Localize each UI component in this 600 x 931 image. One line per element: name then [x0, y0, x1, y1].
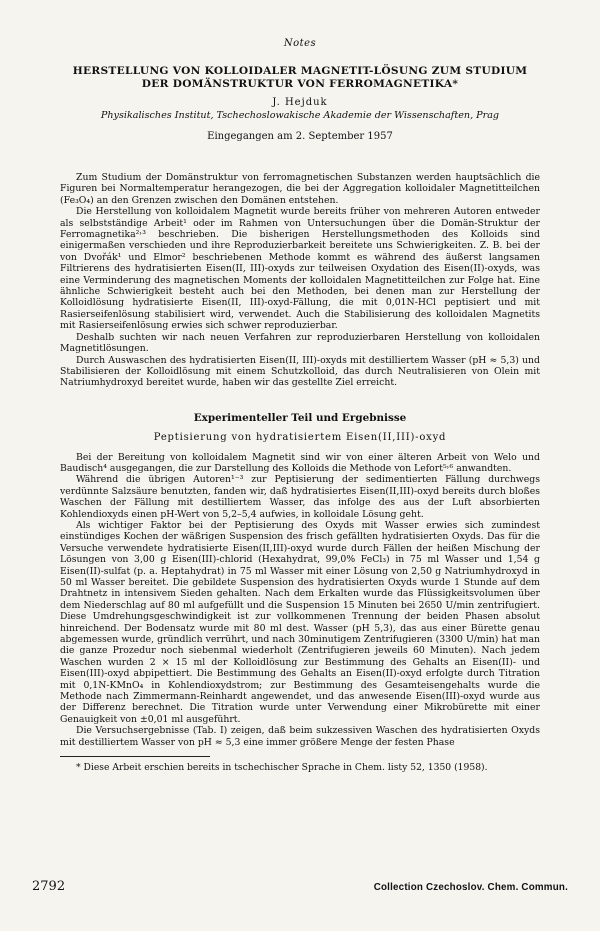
article-body — [60, 172, 540, 773]
page-number: 2792 — [32, 879, 66, 894]
paragraph: Als wichtiger Faktor bei der Peptisierung des Oxyds mit Wasser erwies sich zumindest einstündiges Kochen der wäßrigen Suspension des frisch gefällten hydratisierten Oxyds. Das für die Versuche verwendete hydratisierte Eisen(II,III)-oxyd wurde durch Fällen der heißen Mischung der Lösungen von 3,00 g Eisen(III)-chlorid (Hexahydrat, 99,0% FeCl₃) in 75 ml Wasser und 1,54 g Eisen(II)-sulfat (p. a. Heptahydrat) in 75 ml Wasser mit einer Lösung von 2,50 g Natriumhydroxyd in 50 ml Wasser bereitet. Die gebildete Suspension des hydratisierten Oxyds wurde 1 Stunde auf dem Drahtnetz in intensivem Sieden gehalten. Nach dem Erkalten wurde das Flüssigkeitsvolumen über dem Niederschlag auf 80 ml aufgefüllt und die Suspension 15 Minuten bei 2650 U/min zentrifugiert. Diese Umdrehungsgeschwindigkeit ist zur vollkommenen Trennung der beiden Phasen absolut hinreichend. Der Bodensatz wurde mit 80 ml dest. Wasser (pH 5,3), das aus einer Bürette genau abgemessen wurde, gründlich verrührt, und nach 30minutigem Zentrifugieren (3300 U/min) hat man die ganze Prozedur noch siebenmal wiederholt (Zentrifugieren jeweils 60 Minuten). Nach jedem Waschen wurden 2 × 15 ml der Kolloidlösung zur Bestimmung des Gehalts an Eisen(II)- und Eisen(III)-oxyd abpipettiert. Die Bestimmung des Gehalts an Eisen(II)-oxyd erfolgte durch Titration mit 0,1N-KMnO₄ in Kohlendioxydstrom; zur Bestimmung des Gesamteisengehalts wurde die Methode nach Zimmermann-Reinhardt angewendet, und das anwesende Eisen(III)-oxyd wurde aus der Differenz berechnet. Die Titration wurde unter Verwendung einer Mikrobürette mit einer Genauigkeit von ±0,01 ml ausgeführt. — [60, 519, 540, 725]
article-title — [60, 65, 540, 91]
journal-name: Collection Czechoslov. Chem. Commun. — [373, 882, 568, 893]
paragraph: Deshalb suchten wir nach neuen Verfahren zur reproduzierbaren Herstellung von kolloidalen Magnetitlösungen. — [60, 331, 540, 355]
section-heading: Experimenteller Teil und Ergebnisse — [193, 411, 407, 424]
paragraph: Bei der Bereitung von kolloidalem Magnetit sind wir von einer älteren Arbeit von Welo und Baudisch⁴ ausgegangen, die zur Darstellung des Kolloids die Methode von Lefort⁵˒⁶ anwandten. — [60, 451, 540, 474]
author: J. Hejduk — [272, 97, 328, 108]
paragraph: Die Versuchsergebnisse (Tab. I) zeigen, daß beim sukzessiven Waschen des hydratisierten Oxyds mit destilliertem Wasser von pH ≈ 5,3 eine immer größere Menge der festen Phase — [60, 725, 540, 748]
subsection-heading: Peptisierung von hydratisiertem Eisen(II,III)-oxyd — [153, 432, 447, 444]
paragraph: Durch Auswaschen des hydratisierten Eisen(II, III)-oxyds mit destilliertem Wasser (pH ≈ 5,3) und Stabilisieren der Kolloidlösung mit einem Schutzkolloid, das durch Neutralisieren von Olein mit Natriumhydroxyd bereitet wurde, haben wir das gestellte Ziel erreicht. — [60, 354, 540, 389]
paragraph: Zum Studium der Domänstruktur von ferromagnetischen Substanzen werden hauptsächlich die Figuren bei Normaltemperatur herangezogen, die bei der Aggregation kolloidaler Magnetitteilchen (Fe₃O₄) an den Grenzen zwischen den Domänen entstehen. — [60, 172, 540, 206]
paragraph: Während die übrigen Autoren¹⁻³ zur Peptisierung der sedimentierten Fällung durchwegs verdünnte Salzsäure benutzten, fanden wir, daß hydratisiertes Eisen(II,III)-oxyd bereits durch bloßes Waschen der Fällung mit destilliertem Wasser, das infolge des aus der Luft absorbierten Kohlendioxyds einen pH-Wert von 5,2–5,4 aufwies, in kolloidale Lösung geht. — [60, 474, 540, 520]
title-line-2: DER DOMÄNSTRUKTUR VON FERROMAGNETIKA* — [141, 78, 459, 90]
footnote: * Diese Arbeit erschien bereits in tschechischer Sprache in Chem. listy 52, 1350 (1958). — [76, 762, 488, 774]
title-line-1: HERSTELLUNG VON KOLLOIDALER MAGNETIT-LÖSUNG ZUM STUDIUM — [72, 65, 528, 77]
affiliation: Physikalisches Institut, Tschechoslowakische Akademie der Wissenschaften, Prag — [100, 110, 500, 121]
received-date: Eingegangen am 2. September 1957 — [207, 131, 393, 142]
page-footer — [32, 879, 568, 894]
paragraph: Die Herstellung von kolloidalem Magnetit wurde bereits früher von mehreren Autoren entweder als selbstständige Arbeit¹ oder im Rahmen von Untersuchungen über die Domän-Struktur der Ferromagnetika²˒³ beschrieben. Die bisherigen Herstellungsmethoden des Kolloids sind einigermaßen verschieden und ihre Reproduzierbarkeit bereitete uns Schwierigkeiten. Z. B. bei der von Dvořák¹ und Elmor² beschriebenen Methode kommt es während des äußerst langsamen Filtrierens des hydratisierten Eisen(II, III)-oxyds zur teilweisen Oxydation des Eisen(II)-oxyds, was eine Verminderung des magnetischen Moments der kolloidalen Magnetitteilchen zur Folge hat. Eine ähnliche Schwierigkeit besteht auch bei den Methoden, bei denen man zur Herstellung der Kolloidlösung hydratisierte Eisen(II, III)-oxyd-Fällung, die mit 0,01N-HCl peptisiert und mit Rasierseifenlösung stabilisiert wird, verwendet. Auch die Stabilisierung des kolloidalen Magnetits mit Rasierseifenlösung erwies sich schwer reproduzierbar. — [60, 206, 540, 332]
running-head: Notes — [283, 38, 317, 49]
footnote-rule — [60, 756, 210, 757]
